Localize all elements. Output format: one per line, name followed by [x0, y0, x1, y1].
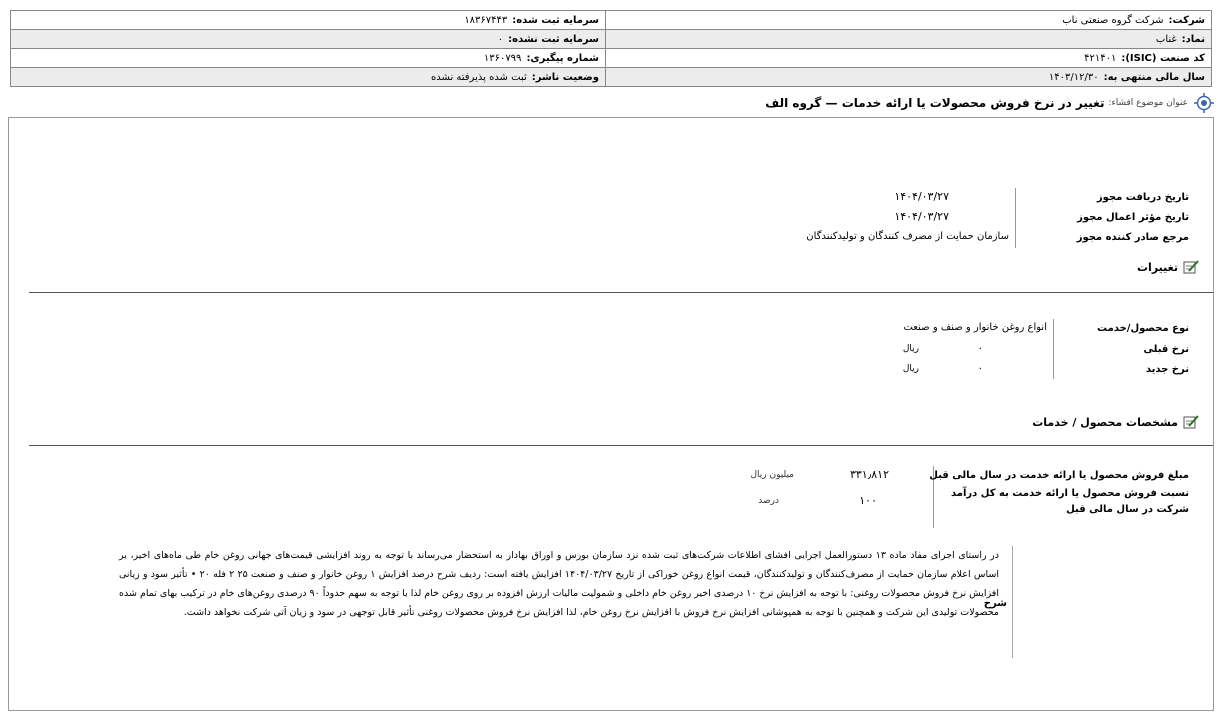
- specs-section-header: [1032, 415, 1199, 429]
- description-label: شرح: [983, 598, 1007, 609]
- tracking-number-value: ۱۳۶۰۷۹۹: [483, 52, 522, 64]
- previous-rate-label: نرخ قبلی: [1143, 344, 1189, 355]
- ratio-label-line1: نسبت فروش محصول یا ارائه خدمت به کل درآمد: [951, 488, 1189, 499]
- disclosure-subject: [765, 93, 1214, 113]
- ratio-value: ۱۰۰: [859, 494, 877, 507]
- permit-receive-date-label: تاریخ دریافت مجوز: [1096, 192, 1189, 203]
- changes-section-title: تغییرات: [1137, 260, 1178, 274]
- description-divider: [1012, 546, 1013, 658]
- isic-cell: [606, 49, 1212, 68]
- unregistered-capital-value: ۰: [497, 33, 504, 45]
- sales-unit: میلیون ریال: [750, 470, 794, 480]
- edit-icon: [1183, 415, 1199, 429]
- description-text: در راستای اجرای مفاد ماده ۱۳ دستورالعمل اجرایی افشای اطلاعات شرکت‌های ثبت شده نزد سازمان بورس و اوراق بهادار به استحضار می‌رساند با توجه به روند افزایشی قیمت‌های جهانی روغن خام طی ماه‌های اخیر، بر اساس اعلام سازمان حمایت از مصرف‌کنندگان و تولیدکنندگان، قیمت انواع روغن خوراکی از تاریخ ۱۴۰۴/۰۳/۲۷ افزایش یافته است: ردیف شرح درصد افزایش ۱ روغن خانوار و صنف و صنعت ۲۵ ۲ فله ۲۰ • تأثیر سود و زیانی افزایش نرخ فروش محصولات روغنی: با توجه به افزایش نرخ ۱۰ درصدی اخیر روغن خام داخلی و شمولیت مالیات ارزش افزوده بر روی روغن خام لذا با توجه به سهم حدوداً ۹۰ درصدی روغن‌های خام در ترکیب بهای تمام شده محصولات تولیدی این شرکت و همچنین با توجه به همپوشانی افزایش نرخ فروش با افزایش نرخ روغن خام، لذا افزایش نرخ فروش محصولات روغنی تأثیر قابل توجهی در سود و زیان آتی شرکت نخواهد داشت.: [119, 550, 999, 618]
- subject-label: عنوان موضوع افشاء:: [1108, 98, 1188, 108]
- permit-issuer-label: مرجع صادر کننده مجوز: [1076, 232, 1189, 243]
- registered-capital-cell: [11, 11, 606, 30]
- symbol-value: غناب: [1155, 33, 1177, 45]
- previous-rate-unit: ریال: [902, 344, 919, 354]
- permit-effective-date-label: تاریخ مؤثر اعمال مجوز: [1077, 212, 1189, 223]
- new-rate-value: ۰: [977, 363, 983, 374]
- fiscal-year-label: سال مالی منتهی به:: [1103, 71, 1205, 83]
- specs-section-title: مشخصات محصول / خدمات: [1032, 415, 1178, 429]
- registered-capital-value: ۱۸۳۶۷۴۴۳: [464, 14, 508, 26]
- sales-value: ۳۳۱٫۸۱۲: [849, 468, 889, 481]
- ratio-label-line2: شرکت در سال مالی قبل: [1066, 504, 1189, 515]
- registered-capital-label: سرمایه ثبت شده:: [512, 14, 599, 26]
- unregistered-capital-label: سرمایه ثبت نشده:: [508, 33, 599, 45]
- company-label: شرکت:: [1168, 14, 1205, 26]
- disclosure-panel: [8, 117, 1214, 711]
- product-type-value: انواع روغن خانوار و صنف و صنعت: [903, 322, 1047, 333]
- permit-info: [729, 188, 1189, 248]
- fiscal-year-cell: [606, 68, 1212, 87]
- unregistered-capital-cell: [11, 30, 606, 49]
- sales-label: مبلغ فروش محصول یا ارائه خدمت در سال مالی قبل: [929, 470, 1189, 481]
- ratio-unit: درصد: [758, 496, 779, 506]
- edit-icon: [1183, 260, 1199, 274]
- tracking-number-cell: [11, 49, 606, 68]
- previous-rate-value: ۰: [977, 343, 983, 354]
- publisher-status-label: وضعیت ناشر:: [531, 71, 599, 83]
- symbol-cell: [606, 30, 1212, 49]
- subject-title: تغییر در نرخ فروش محصولات یا ارائه خدمات — گروه الف: [765, 96, 1105, 110]
- target-icon: [1194, 93, 1214, 113]
- company-info-table: [10, 10, 1212, 87]
- company-cell: [606, 11, 1212, 30]
- tracking-number-label: شماره پیگیری:: [526, 52, 599, 64]
- product-type-label: نوع محصول/خدمت: [1097, 323, 1189, 334]
- changes-section-header: [1137, 260, 1199, 274]
- company-value: شرکت گروه صنعتی ناب: [1062, 14, 1164, 26]
- permit-issuer-value: سازمان حمایت از مصرف کنندگان و تولیدکنندگان: [806, 231, 1009, 242]
- new-rate-label: نرخ جدید: [1145, 364, 1189, 375]
- permit-effective-date-value: ۱۴۰۴/۰۳/۲۷: [894, 210, 949, 223]
- isic-label: کد صنعت (ISIC):: [1121, 52, 1205, 64]
- fiscal-year-value: ۱۴۰۳/۱۲/۳۰: [1048, 71, 1099, 83]
- changes-info: [769, 319, 1189, 379]
- permit-receive-date-value: ۱۴۰۴/۰۳/۲۷: [894, 190, 949, 203]
- new-rate-unit: ریال: [902, 364, 919, 374]
- publisher-status-value: ثبت شده پذیرفته نشده: [431, 71, 527, 83]
- specs-info: [719, 466, 1189, 528]
- isic-value: ۴۲۱۴۰۱: [1084, 52, 1117, 64]
- publisher-status-cell: [11, 68, 606, 87]
- symbol-label: نماد:: [1181, 33, 1205, 45]
